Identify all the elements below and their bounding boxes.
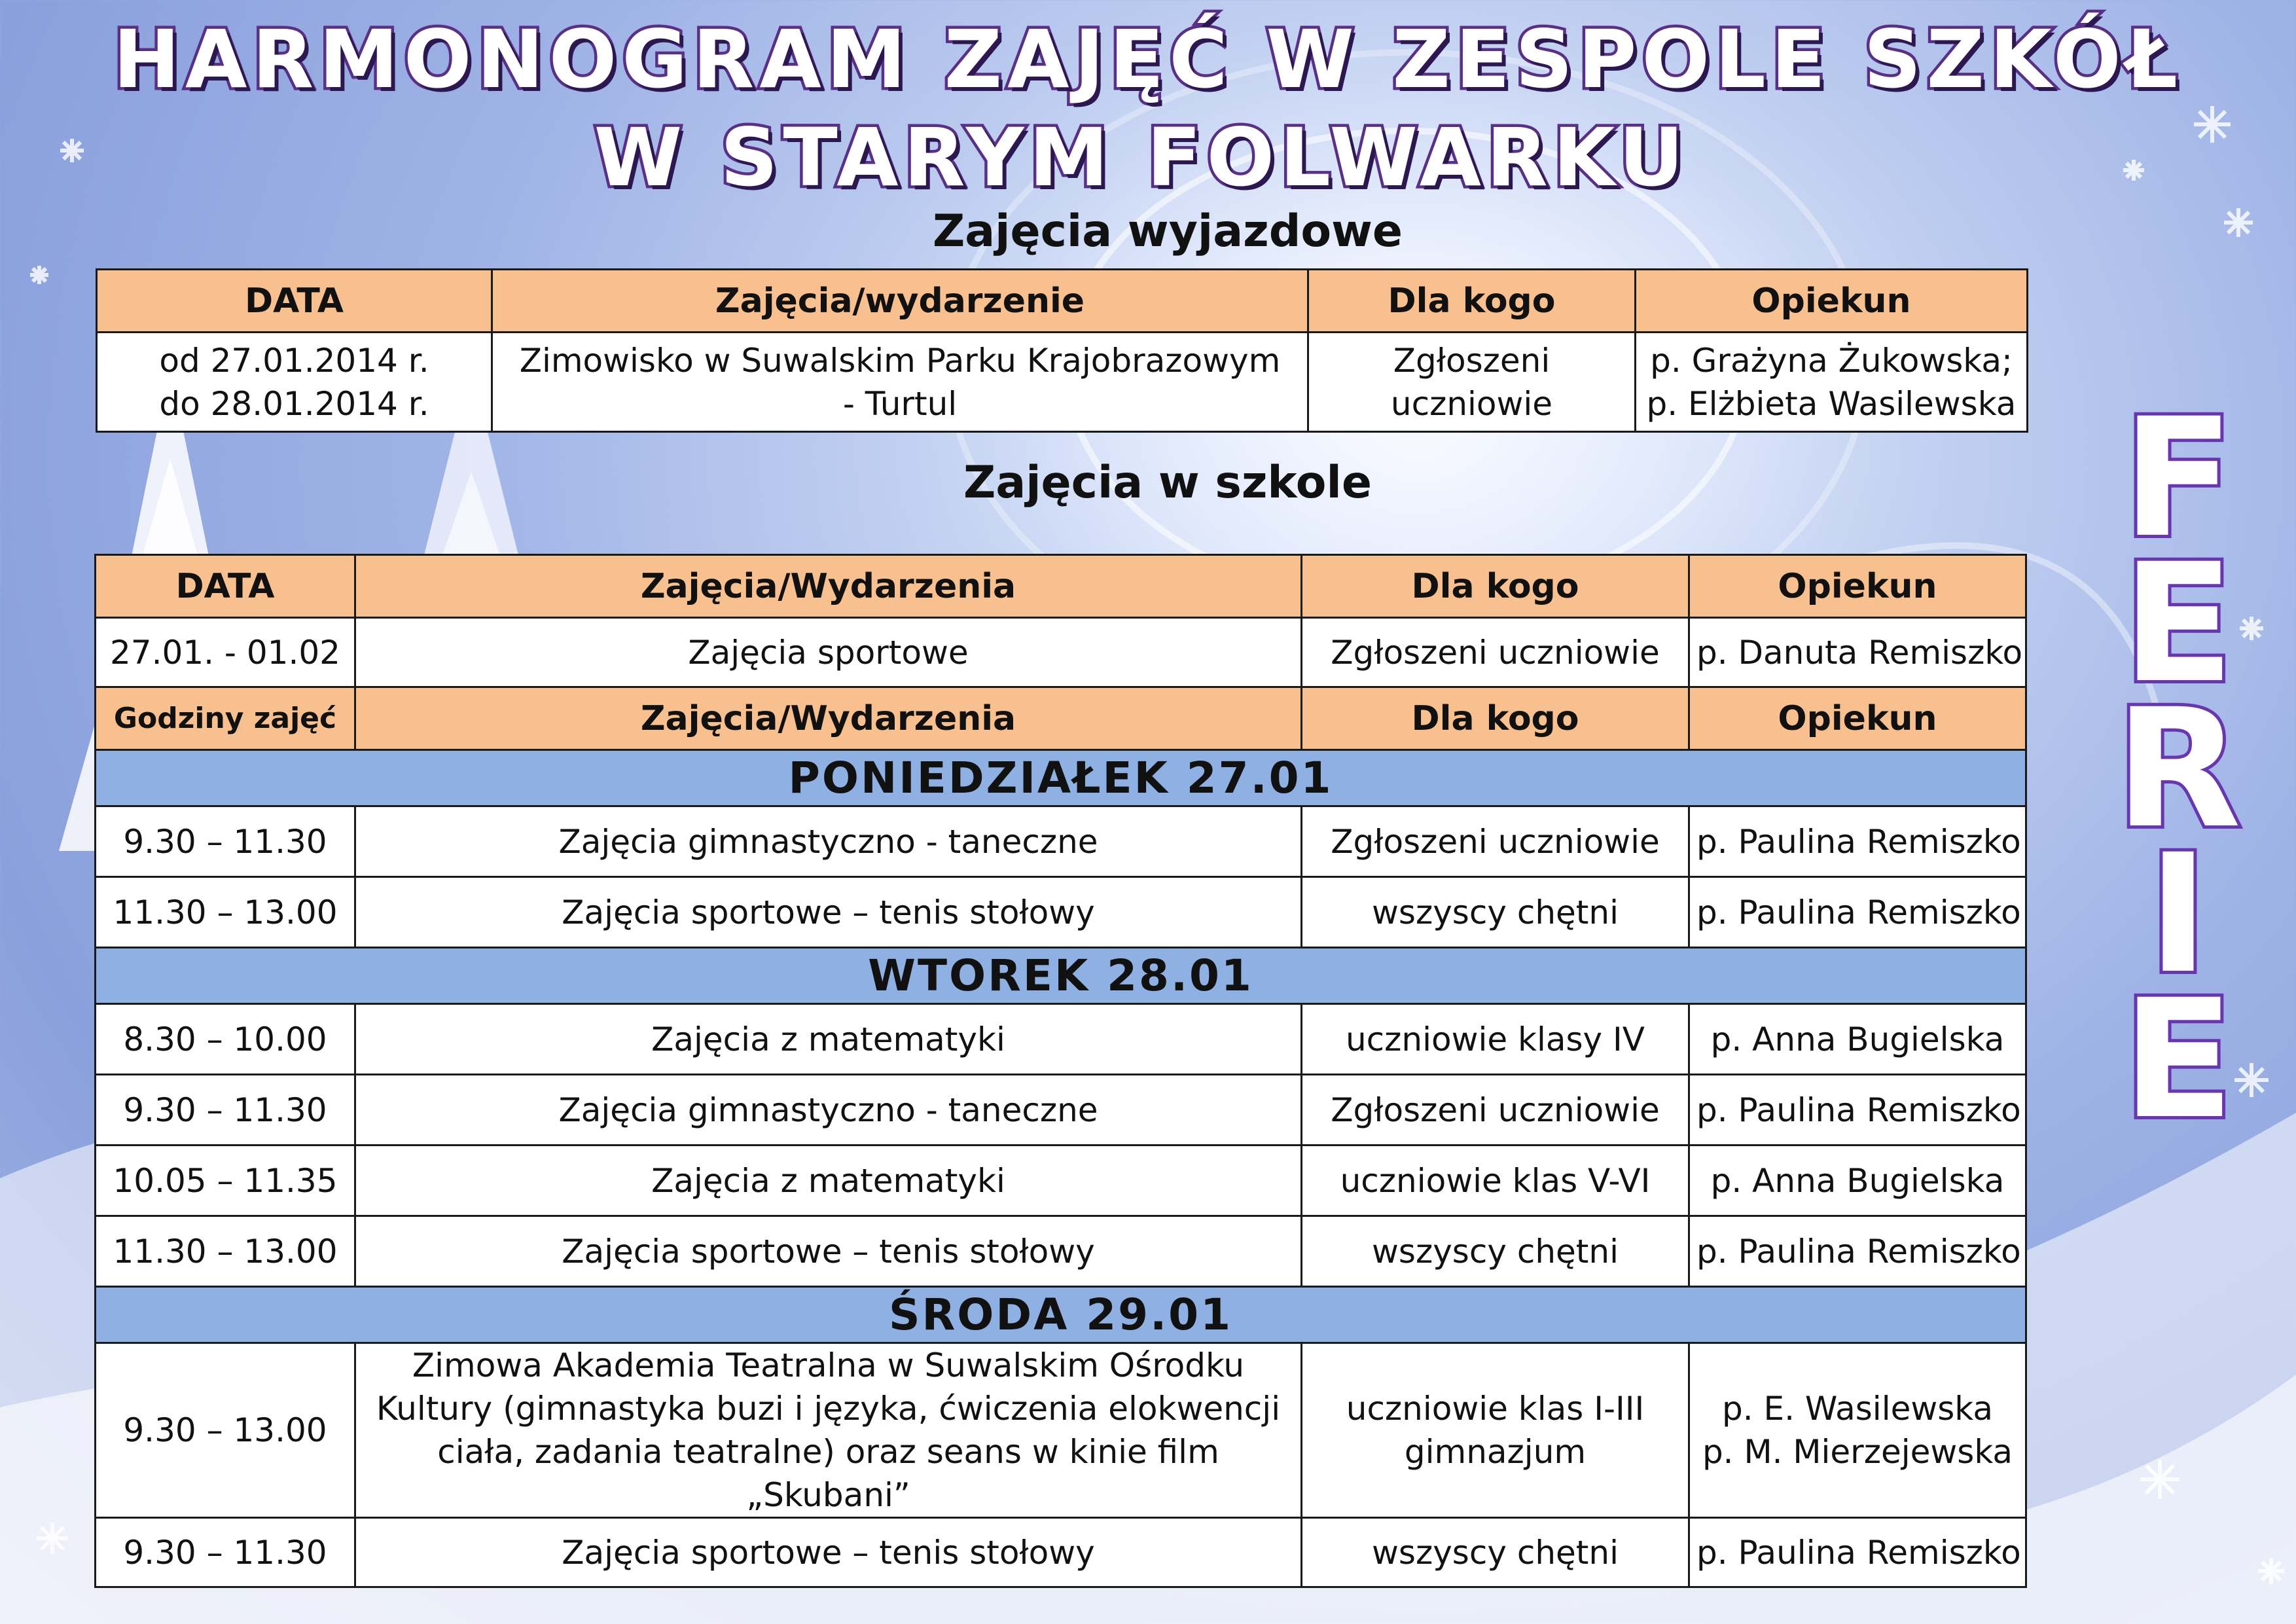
trip-audience-line1: Zgłoszeni	[1393, 341, 1551, 380]
audience-line2: gimnazjum	[1404, 1433, 1587, 1471]
carer-line2: p. M. Mierzejewska	[1702, 1433, 2013, 1471]
time-cell: 10.05 – 11.35	[96, 1146, 355, 1216]
ferie-letter: E	[2122, 964, 2234, 1155]
audience-cell: Zgłoszeni uczniowie	[1302, 1075, 1689, 1146]
day-header-row	[96, 1287, 2026, 1343]
section-heading-szkola: Zajęcia w szkole	[963, 457, 1372, 509]
trips-table	[96, 268, 2028, 433]
column-header-audience: Dla kogo	[1308, 270, 1636, 333]
column-header-event: Zajęcia/Wydarzenia	[355, 687, 1302, 750]
audience-cell: wszyscy chętni	[1302, 1216, 1689, 1287]
carer-cell: p. Paulina Remiszko	[1689, 1216, 2026, 1287]
time-cell: 11.30 – 13.00	[96, 877, 355, 948]
table-row	[97, 333, 2028, 432]
school-schedule-table	[94, 554, 2027, 1588]
page-title-line2: W STARYM FOLWARKU	[594, 111, 1689, 204]
trip-carer	[1636, 333, 2028, 432]
trip-event-line1: Zimowisko w Suwalskim Parku Krajobrazowym	[519, 341, 1281, 380]
column-header-date: DATA	[97, 270, 492, 333]
carer-cell	[1689, 1343, 2026, 1518]
audience-cell: uczniowie klas V-VI	[1302, 1146, 1689, 1216]
page-title-line1: HARMONOGRAM ZAJĘĆ W ZESPOLE SZKÓŁ	[113, 13, 2183, 106]
table-header-row	[96, 555, 2026, 618]
event-line1: Zimowa Akademia Teatralna w Suwalskim Ośrodku	[412, 1346, 1245, 1384]
summary-audience: Zgłoszeni uczniowie	[1302, 618, 1689, 687]
trip-audience	[1308, 333, 1636, 432]
column-header-hours: Godziny zajęć	[96, 687, 355, 750]
event-cell: Zajęcia gimnastyczno - taneczne	[355, 806, 1302, 877]
day-header-monday: PONIEDZIAŁEK 27.01	[96, 750, 2026, 806]
carer-cell: p. Anna Bugielska	[1689, 1146, 2026, 1216]
day-header-wednesday: ŚRODA 29.01	[96, 1287, 2026, 1343]
ferie-vertical-word	[2100, 383, 2257, 1155]
time-cell: 9.30 – 11.30	[96, 806, 355, 877]
time-cell: 9.30 – 11.30	[96, 1518, 355, 1587]
time-cell: 11.30 – 13.00	[96, 1216, 355, 1287]
trip-carer-line2: p. Elżbieta Wasilewska	[1646, 384, 2017, 423]
table-header-row	[97, 270, 2028, 333]
trip-date	[97, 333, 492, 432]
trip-date-from: od 27.01.2014 r.	[159, 341, 429, 380]
carer-cell: p. Paulina Remiszko	[1689, 1518, 2026, 1587]
audience-line1: uczniowie klas I-III	[1346, 1390, 1645, 1428]
table-row	[96, 1518, 2026, 1587]
trip-event-line2: - Turtul	[842, 384, 958, 423]
ferie-letter: I	[2147, 819, 2209, 1009]
carer-cell: p. Anna Bugielska	[1689, 1004, 2026, 1075]
ferie-letter: F	[2122, 383, 2234, 573]
table-row	[96, 806, 2026, 877]
event-line3: ciała, zadania teatralne) oraz seans w kinie film „Skubani”	[437, 1433, 1219, 1514]
audience-cell: Zgłoszeni uczniowie	[1302, 806, 1689, 877]
day-header-row	[96, 750, 2026, 806]
audience-cell: wszyscy chętni	[1302, 877, 1689, 948]
event-cell: Zajęcia gimnastyczno - taneczne	[355, 1075, 1302, 1146]
column-header-audience: Dla kogo	[1302, 687, 1689, 750]
ferie-letter: R	[2115, 674, 2242, 864]
table-row	[96, 877, 2026, 948]
event-cell	[355, 1343, 1302, 1518]
day-header-row	[96, 948, 2026, 1004]
summary-event: Zajęcia sportowe	[355, 618, 1302, 687]
event-line2: Kultury (gimnastyka buzi i języka, ćwiczenia elokwencji	[376, 1390, 1281, 1428]
ferie-letter: E	[2122, 528, 2234, 719]
section-heading-wyjazdowe: Zajęcia wyjazdowe	[932, 206, 1403, 257]
column-header-carer: Opiekun	[1636, 270, 2028, 333]
table-row	[96, 618, 2026, 687]
table-header-row	[96, 687, 2026, 750]
trip-carer-line1: p. Grażyna Żukowska;	[1650, 341, 2013, 380]
event-cell: Zajęcia sportowe – tenis stołowy	[355, 877, 1302, 948]
event-cell: Zajęcia sportowe – tenis stołowy	[355, 1518, 1302, 1587]
column-header-audience: Dla kogo	[1302, 555, 1689, 618]
table-row	[96, 1343, 2026, 1518]
event-cell: Zajęcia sportowe – tenis stołowy	[355, 1216, 1302, 1287]
time-cell: 8.30 – 10.00	[96, 1004, 355, 1075]
column-header-date: DATA	[96, 555, 355, 618]
time-cell: 9.30 – 13.00	[96, 1343, 355, 1518]
event-cell: Zajęcia z matematyki	[355, 1004, 1302, 1075]
trip-audience-line2: uczniowie	[1390, 384, 1553, 423]
table-row	[96, 1146, 2026, 1216]
day-header-tuesday: WTOREK 28.01	[96, 948, 2026, 1004]
carer-line1: p. E. Wasilewska	[1721, 1390, 1994, 1428]
event-cell: Zajęcia z matematyki	[355, 1146, 1302, 1216]
column-header-carer: Opiekun	[1689, 555, 2026, 618]
audience-cell: wszyscy chętni	[1302, 1518, 1689, 1587]
time-cell: 9.30 – 11.30	[96, 1075, 355, 1146]
table-row	[96, 1004, 2026, 1075]
carer-cell: p. Paulina Remiszko	[1689, 806, 2026, 877]
column-header-event: Zajęcia/wydarzenie	[492, 270, 1308, 333]
column-header-carer: Opiekun	[1689, 687, 2026, 750]
trip-event	[492, 333, 1308, 432]
summary-date: 27.01. - 01.02	[96, 618, 355, 687]
summary-carer: p. Danuta Remiszko	[1689, 618, 2026, 687]
trip-date-to: do 28.01.2014 r.	[159, 384, 429, 423]
table-row	[96, 1216, 2026, 1287]
column-header-event: Zajęcia/Wydarzenia	[355, 555, 1302, 618]
table-row	[96, 1075, 2026, 1146]
carer-cell: p. Paulina Remiszko	[1689, 1075, 2026, 1146]
audience-cell	[1302, 1343, 1689, 1518]
carer-cell: p. Paulina Remiszko	[1689, 877, 2026, 948]
audience-cell: uczniowie klasy IV	[1302, 1004, 1689, 1075]
